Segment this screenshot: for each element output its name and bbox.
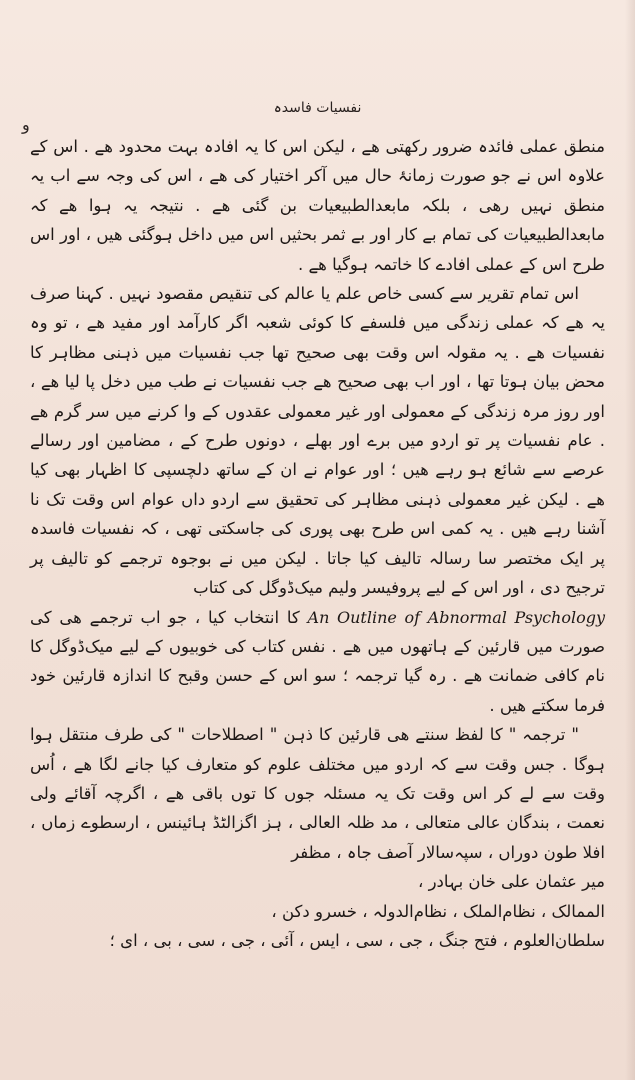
paragraph-1: منطق عملی فائدہ ضرور رکھتی ھے ، لیکن اس کا یہ افادہ بہت محدود ھے . اس کے علاوہ اس نے جو صورت زمانۂ حال میں آکر اختیار کی ھے ، اس کی وجہ سے اب یہ منطق نہیں رھی ، بلکہ مابعدالطبیعیات بن گئی ھے . نتیجہ یہ ہوا ھے کہ مابعدالطبیعیات کی تمام بے کار اور بے ثمر بحثیں اس میں داخل ہوگئی ھیں ، اور اس طرح اس کے عملی افادے کا خاتمہ ہوگیا ھے . — [30, 137, 605, 274]
title-line-1: میر عثمان علی خان بہادر ، — [418, 872, 605, 892]
page-number: و — [22, 115, 30, 134]
running-header: نفسیات فاسدہ — [273, 100, 362, 116]
paragraph-2-continued — [30, 603, 605, 721]
book-title: An Outline of Abnormal Psychology — [307, 607, 606, 627]
page-edge-shadow — [625, 0, 635, 1080]
paragraph-2: اس تمام تقریر سے کسی خاص علم یا عالم کی تنقیص مقصود نہیں . کہنا صرف یہ ھے کہ عملی زندگی میں فلسفے کا کوئی شعبہ اگر کارآمد اور مفید ھے ، تو وہ نفسیات ھے . یہ مقولہ اس وقت بھی صحیح تھا جب نفسیات میں ذہنی مظاہر کا محض بیان ہوتا تھا ، اور اب بھی صحیح ھے جب نفسیات نے طب میں دخل پا لیا ھے ، اور روز مرہ زندگی کے معمولی اور غیر معمولی عقدوں کے وا کرنے میں سر گرم ھے . عام نفسیات پر تو اردو میں برے اور بھلے ، دونوں طرح کے ، مضامین اور رسالے عرصے سے شائع ہو رہے ھیں ؛ اور عوام نے ان کے ساتھ دلچسپی کا اظہار بھی کیا ھے . لیکن غیر معمولی ذہنی مظاہر کی تحقیق سے اردو داں عوام اس وقت تک نا آشنا رہے ھیں . یہ کمی اس طرح بھی پوری کی جاسکتی تھی ، کہ نفسیات فاسدہ پر ایک مختصر سا رسالہ تالیف کیا جاتا . لیکن میں نے بوجوہ ترجمے کو تالیف پر ترجیح دی ، اور اس کے لیے پروفیسر ولیم میک‌ڈوگل کی کتاب — [30, 284, 605, 598]
paragraph-3: " ترجمہ " کا لفظ سنتے ھی قارئین کا ذہن " اصطلاحات " کی طرف منتقل ہوا ہوگا . جس وقت سے کہ اردو میں مختلف علوم کو متعارف کیا جانے لگا ھے ، اُس وقت سے لے کر اس وقت تک یہ مسئلہ جوں کا توں باقی ھے ، اگرچہ آقائے ولی نعمت ، بندگان عالی متعالی ، مد ظلہ العالی ، ہز اگزالٹڈ ہائینس ، ارسطوے زماں ، افلا طون دوراں ، سپہ‌سالار آصف جاہ ، مظفر — [30, 725, 605, 862]
title-line-3: سلطان‌العلوم ، فتح جنگ ، جی ، سی ، ایس ، آئی ، جی ، سی ، بی ، ای ؛ — [109, 930, 605, 950]
title-line-2: الممالک ، نظام‌الملک ، نظام‌الدولہ ، خسرو دکن ، — [271, 901, 605, 921]
body-text — [30, 132, 605, 955]
paragraph-2-tail: کا انتخاب کیا ، جو اب ترجمے ھی کی صورت میں قارئین کے ہاتھوں میں ھے . نفس کتاب کی خوبیوں کے لیے میک‌ڈوگل کا نام کافی ضمانت ھے . رہ گیا ترجمہ ؛ سو اس کے حسن وقبح کا اندازہ قارئین خود فرما سکتے ھیں . — [30, 607, 605, 715]
